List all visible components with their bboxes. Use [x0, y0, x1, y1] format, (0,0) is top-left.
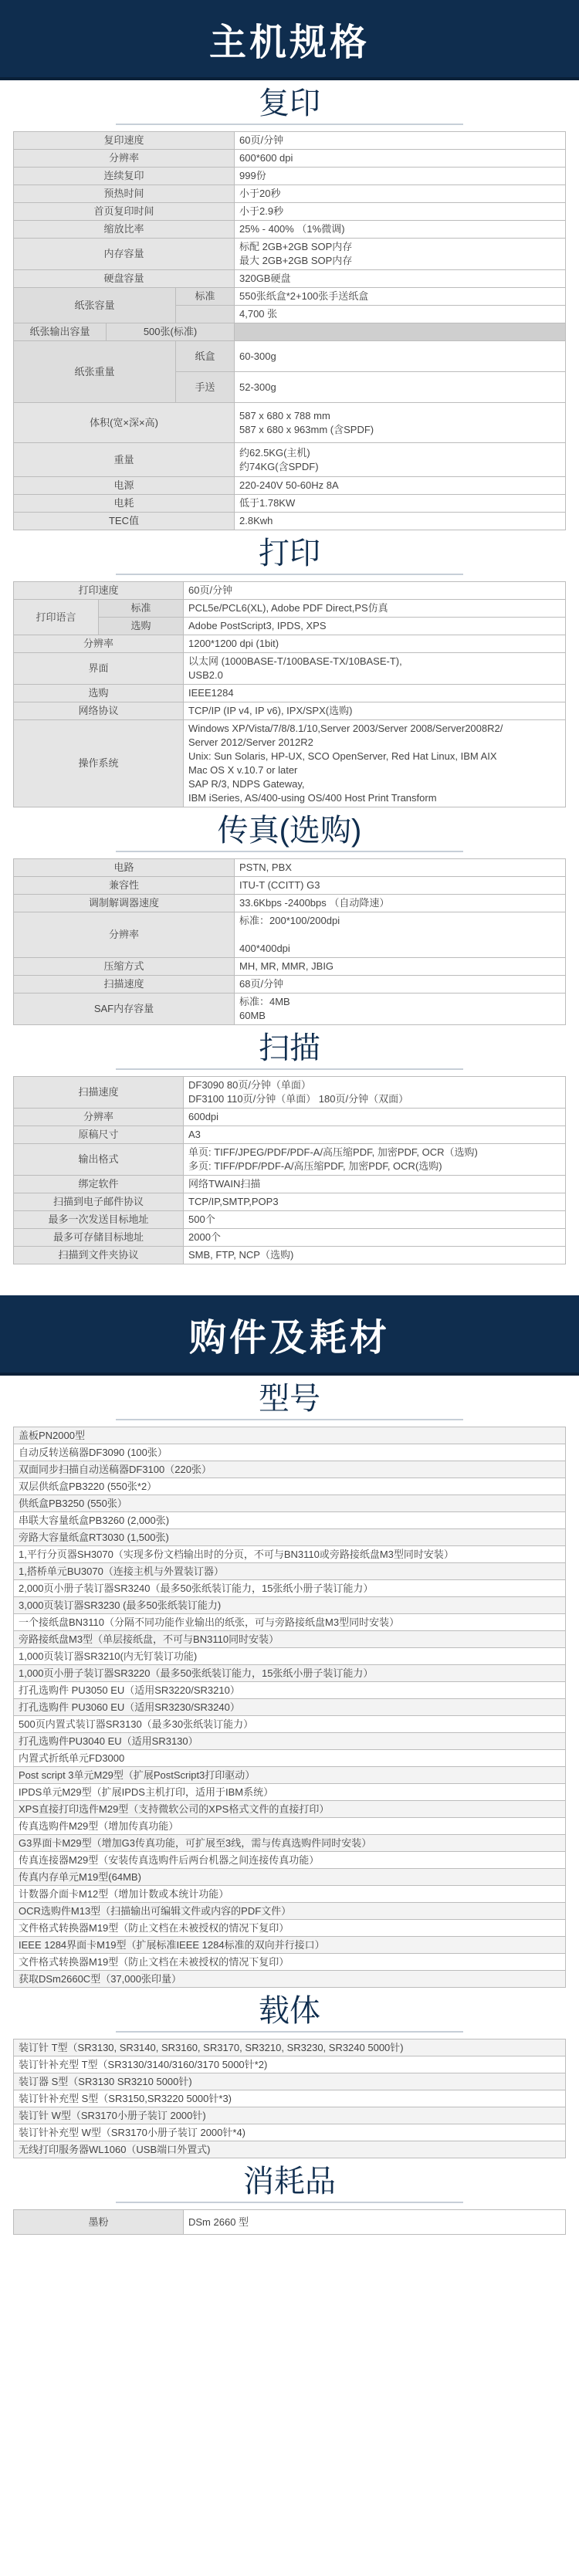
list-item: 一个接纸盘BN3110（分隔不同功能作业输出的纸张，可与旁路接纸盘M3型同时安装）	[13, 1614, 566, 1631]
copy-section-title: 复印	[0, 80, 579, 127]
table-row: 硬盘容量 320GB硬盘	[14, 270, 566, 288]
list-item: 旁路大容量纸盒RT3030 (1,500张)	[13, 1529, 566, 1546]
fax-spec-table	[13, 858, 566, 1025]
banner-main-spec	[0, 0, 579, 80]
list-item: 文件格式转换器M19型（防止文档在未被授权的情况下复印）	[13, 1920, 566, 1937]
models-list	[13, 1427, 566, 1988]
list-item: 装订针 W型（SR3170小册子装订 2000针)	[13, 2107, 566, 2124]
print-section-title: 打印	[0, 530, 579, 577]
table-row: 纸张重量 纸盒 60-300g	[14, 341, 566, 372]
table-row: 网络协议 TCP/IP (IP v4, IP v6), IPX/SPX(选购)	[14, 702, 566, 720]
table-row: 选购 IEEE1284	[14, 685, 566, 702]
table-row: 分辨率 1200*1200 dpi (1bit)	[14, 635, 566, 653]
table-row: TEC值 2.8Kwh	[14, 513, 566, 530]
table-row: 重量 约62.5KG(主机) 约74KG(含SPDF)	[14, 443, 566, 477]
list-item: 装订针补充型 T型（SR3130/3140/3160/3170 5000针*2)	[13, 2056, 566, 2073]
list-item: IPDS单元M29型（扩展IPDS主机打印，适用于IBM系统）	[13, 1784, 566, 1801]
table-row: 4,700 张	[14, 306, 566, 323]
list-item: 盖板PN2000型	[13, 1427, 566, 1444]
list-item: 打孔选购件 PU3060 EU（适用SR3230/SR3240）	[13, 1699, 566, 1716]
table-row: 最多可存储目标地址 2000个	[14, 1229, 566, 1247]
table-row: 电源 220-240V 50-60Hz 8A	[14, 477, 566, 495]
table-row: 打印速度 60页/分钟	[14, 582, 566, 600]
table-row: 绑定软件 网络TWAIN扫描	[14, 1176, 566, 1193]
list-item: 1,搭桥单元BU3070（连接主机与外置装订器）	[13, 1563, 566, 1580]
table-row: 打印语言 标准 PCL5e/PCL6(XL), Adobe PDF Direct,PS仿真	[14, 600, 566, 618]
list-item: 双层供纸盒PB3220 (550张*2）	[13, 1478, 566, 1495]
list-item: 2,000页小册子装订器SR3240（最多50张纸装订能力，15张纸小册子装订能力）	[13, 1580, 566, 1597]
table-row: 缩放比率 25% - 400% （1%微调)	[14, 221, 566, 239]
table-row: 电路 PSTN, PBX	[14, 859, 566, 877]
table-row: 扫描到文件夹协议 SMB, FTP, NCP（选购)	[14, 1247, 566, 1264]
table-row: 调制解调器速度 33.6Kbps -2400bps （自动降速）	[14, 895, 566, 912]
list-item: 装订针 T型（SR3130, SR3140, SR3160, SR3170, SR3210, SR3230, SR3240 5000针)	[13, 2039, 566, 2056]
table-row: 预热时间 小于20秒	[14, 185, 566, 203]
list-item: 500页内置式装订器SR3130（最多30张纸装订能力）	[13, 1716, 566, 1733]
table-row: 复印速度 60页/分钟	[14, 132, 566, 150]
carrier-section-title: 载体	[0, 1988, 579, 2034]
list-item: Post script 3单元M29型（扩展PostScript3打印驱动）	[13, 1767, 566, 1784]
list-item: 传真选购件M29型（增加传真功能）	[13, 1818, 566, 1835]
carrier-list	[13, 2039, 566, 2158]
table-row: SAF内存容量 标准：4MB 60MB	[14, 994, 566, 1025]
banner-title: 主机规格	[208, 22, 370, 63]
list-item: 无线打印服务器WL1060（USB端口外置式)	[13, 2141, 566, 2158]
table-row: 体积(宽×深×高) 587 x 680 x 788 mm 587 x 680 x 963mm (含SPDF)	[14, 403, 566, 443]
list-item: 1,平行分页器SH3070（实现多份文档输出时的分页，不可与BN3110或旁路接纸盘M3型同时安装）	[13, 1546, 566, 1563]
list-item: G3界面卡M29型（增加G3传真功能，可扩展至3线，需与传真选购件同时安装）	[13, 1835, 566, 1852]
table-row: 墨粉 DSm 2660 型	[14, 2210, 566, 2235]
copy-spec-table	[13, 131, 566, 530]
consumables-table	[13, 2209, 566, 2235]
list-item: 旁路接纸盘M3型（单层接纸盘，不可与BN3110同时安装）	[13, 1631, 566, 1648]
table-row: 连续复印 999份	[14, 168, 566, 185]
table-row: 纸张容量 标准 550张纸盒*2+100张手送纸盒	[14, 288, 566, 306]
list-item: OCR选购件M13型（扫描输出可编辑文件或内容的PDF文件）	[13, 1903, 566, 1920]
table-row: 最多一次发送目标地址 500个	[14, 1211, 566, 1229]
list-item: XPS直接打印选件M29型（支持微软公司的XPS格式文件的直接打印）	[13, 1801, 566, 1818]
table-row: 界面 以太网 (1000BASE-T/100BASE-TX/10BASE-T), USB2.0	[14, 653, 566, 685]
table-row: 输出格式 单页: TIFF/JPEG/PDF/PDF-A/高压缩PDF, 加密PDF, OCR（选购) 多页: TIFF/PDF/PDF-A/高压缩PDF, 加密PDF, OCR(选购)	[14, 1144, 566, 1176]
list-item: 装订器 S型（SR3130 SR3210 5000针)	[13, 2073, 566, 2090]
table-row: 扫描速度 68页/分钟	[14, 976, 566, 994]
list-item: 打孔选购件 PU3050 EU（适用SR3220/SR3210）	[13, 1682, 566, 1699]
list-item: IEEE 1284界面卡M19型（扩展标准IEEE 1284标准的双向并行接口）	[13, 1937, 566, 1954]
spacer	[0, 1264, 579, 1295]
table-row: 分辨率 600*600 dpi	[14, 150, 566, 168]
list-item: 1,000页小册子装订器SR3220（最多50张纸装订能力，15张纸小册子装订能力）	[13, 1665, 566, 1682]
table-row: 原稿尺寸 A3	[14, 1126, 566, 1144]
fax-section-title: 传真(选购)	[0, 807, 579, 854]
list-item: 传真内存单元M19型(64MB)	[13, 1869, 566, 1886]
list-item: 串联大容量纸盒PB3260 (2,000张)	[13, 1512, 566, 1529]
list-item: 打孔选购件PU3040 EU（适用SR3130）	[13, 1733, 566, 1750]
list-item: 1,000页装订器SR3210(内无钉装订功能)	[13, 1648, 566, 1665]
scan-section-title: 扫描	[0, 1025, 579, 1071]
list-item: 获取DSm2660C型（37,000张印量）	[13, 1971, 566, 1988]
banner-title: 购件及耗材	[188, 1317, 390, 1359]
table-row: 操作系统 Windows XP/Vista/7/8/8.1/10,Server 2003/Server 2008/Server2008R2/ Server 2012/Server 2012R2 Unix: Sun Solaris, HP-UX, SCO OpenServer, Red Hat Linux, IBM AIX Mac OS X v.10.7 or later SAP R/3, NDPS Gateway, IBM iSeries, AS/400-using OS/400 Host Print Transform	[14, 720, 566, 807]
table-row: 纸张输出容量 500张(标准)	[14, 323, 566, 341]
list-item: 传真连接器M29型（安装传真选购件后两台机器之间连接传真功能）	[13, 1852, 566, 1869]
table-row: 内存容量 标配 2GB+2GB SOP内存 最大 2GB+2GB SOP内存	[14, 239, 566, 270]
banner-parts	[0, 1295, 579, 1376]
consumables-section-title: 消耗品	[0, 2158, 579, 2205]
table-row: 扫描速度 DF3090 80页/分钟（单面） DF3100 110页/分钟（单面） 180页/分钟（双面）	[14, 1077, 566, 1109]
list-item: 计数器介面卡M12型（增加计数或本统计功能）	[13, 1886, 566, 1903]
list-item: 装订针补充型 S型（SR3150,SR3220 5000针*3)	[13, 2090, 566, 2107]
print-spec-table	[13, 581, 566, 807]
table-row: 分辨率 标准：200*100/200dpi 400*400dpi	[14, 912, 566, 958]
list-item: 内置式折纸单元FD3000	[13, 1750, 566, 1767]
table-row: 分辨率 600dpi	[14, 1109, 566, 1126]
list-item: 供纸盒PB3250 (550张）	[13, 1495, 566, 1512]
list-item: 自动反转送稿器DF3090 (100张）	[13, 1444, 566, 1461]
table-row: 电耗 低于1.78KW	[14, 495, 566, 513]
table-row: 首页复印时间 小于2.9秒	[14, 203, 566, 221]
table-row: 选购 Adobe PostScript3, IPDS, XPS	[14, 618, 566, 635]
table-row: 扫描到电子邮件协议 TCP/IP,SMTP,POP3	[14, 1193, 566, 1211]
list-item: 文件格式转换器M19型（防止文档在未被授权的情况下复印）	[13, 1954, 566, 1971]
list-item: 双面同步扫描自动送稿器DF3100（220张）	[13, 1461, 566, 1478]
list-item: 装订针补充型 W型（SR3170小册子装订 2000针*4)	[13, 2124, 566, 2141]
table-row: 压缩方式 MH, MR, MMR, JBIG	[14, 958, 566, 976]
table-row: 兼容性 ITU-T (CCITT) G3	[14, 877, 566, 895]
models-section-title: 型号	[0, 1376, 579, 1422]
table-row: 手送 52-300g	[14, 372, 566, 403]
scan-spec-table	[13, 1076, 566, 1264]
list-item: 3,000页装订器SR3230 (最多50张纸装订能力)	[13, 1597, 566, 1614]
